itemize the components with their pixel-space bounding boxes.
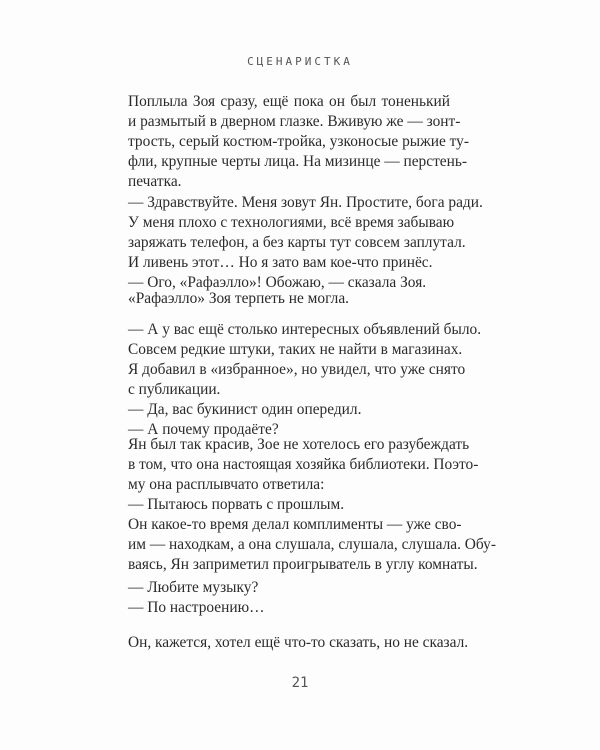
text-line: — Ого, «Рафаэлло»! Обожаю, — сказала Зоя. <box>128 274 427 291</box>
paragraph <box>128 289 450 309</box>
text-line: — По настроению… <box>128 599 265 616</box>
text-line: — Да, вас букинист один опередил. <box>128 401 362 418</box>
text-line: им — находкам, а она слушала, слушала, слушала. Обу- <box>128 536 496 553</box>
text-line: трость, серый костюм-тройка, узконосые рыжие ту- <box>128 133 469 150</box>
page-number: 21 <box>291 675 309 691</box>
text-line: Я добавил в «избранное», но увидел, что уже снято <box>128 361 466 378</box>
text-line: — Любите музыку? <box>128 579 259 596</box>
paragraph <box>128 320 482 440</box>
text-line: — Пытаюсь порвать с прошлым. <box>128 496 345 513</box>
paragraph <box>128 633 469 653</box>
paragraph <box>128 435 479 515</box>
text-line: — Здравствуйте. Меня зовут Ян. Простите, бога ради. <box>128 194 483 211</box>
paragraph <box>128 193 483 293</box>
text-line: Ян был так красив, Зое не хотелось его разубеждать <box>128 436 470 453</box>
paragraph <box>128 515 496 575</box>
text-line: Он, кажется, хотел ещё что-то сказать, но не сказал. <box>128 634 469 651</box>
paragraph <box>128 578 450 618</box>
running-head: СЦЕНАРИСТКА <box>247 55 353 68</box>
text-line: ваясь, Ян заприметил проигрыватель в углу комнаты. <box>128 556 478 573</box>
text-line: Совсем редкие штуки, таких не найти в магазинах. <box>128 341 463 358</box>
text-line: Поплыла Зоя сразу, ещё пока он был тоненький <box>128 93 450 110</box>
text-line: Он какое-то время делал комплименты — уже сво- <box>128 516 462 533</box>
text-line: — А почему продаёте? <box>128 421 279 438</box>
text-line: заряжать телефон, а без карты тут совсем заплутал. <box>128 234 466 251</box>
text-line: и размытый в дверном глазке. Вживую же — зонт- <box>128 113 461 130</box>
text-line: — А у вас ещё столько интересных объявлений было. <box>128 321 482 338</box>
paragraph <box>128 92 469 192</box>
text-line: У меня плохо с технологиями, всё время забываю <box>128 214 455 231</box>
text-line: му она расплывчато ответила: <box>128 476 325 493</box>
text-line: фли, крупные черты лица. На мизинце — перстень- <box>128 153 468 170</box>
text-line: в том, что она настоящая хозяйка библиотеки. Поэто- <box>128 456 479 473</box>
text-line: «Рафаэлло» Зоя терпеть не могла. <box>128 290 350 307</box>
text-line: И ливень этот… Но я зато вам кое-что принёс. <box>128 254 433 271</box>
text-line: с публикации. <box>128 381 221 398</box>
text-line: печатка. <box>128 173 182 190</box>
